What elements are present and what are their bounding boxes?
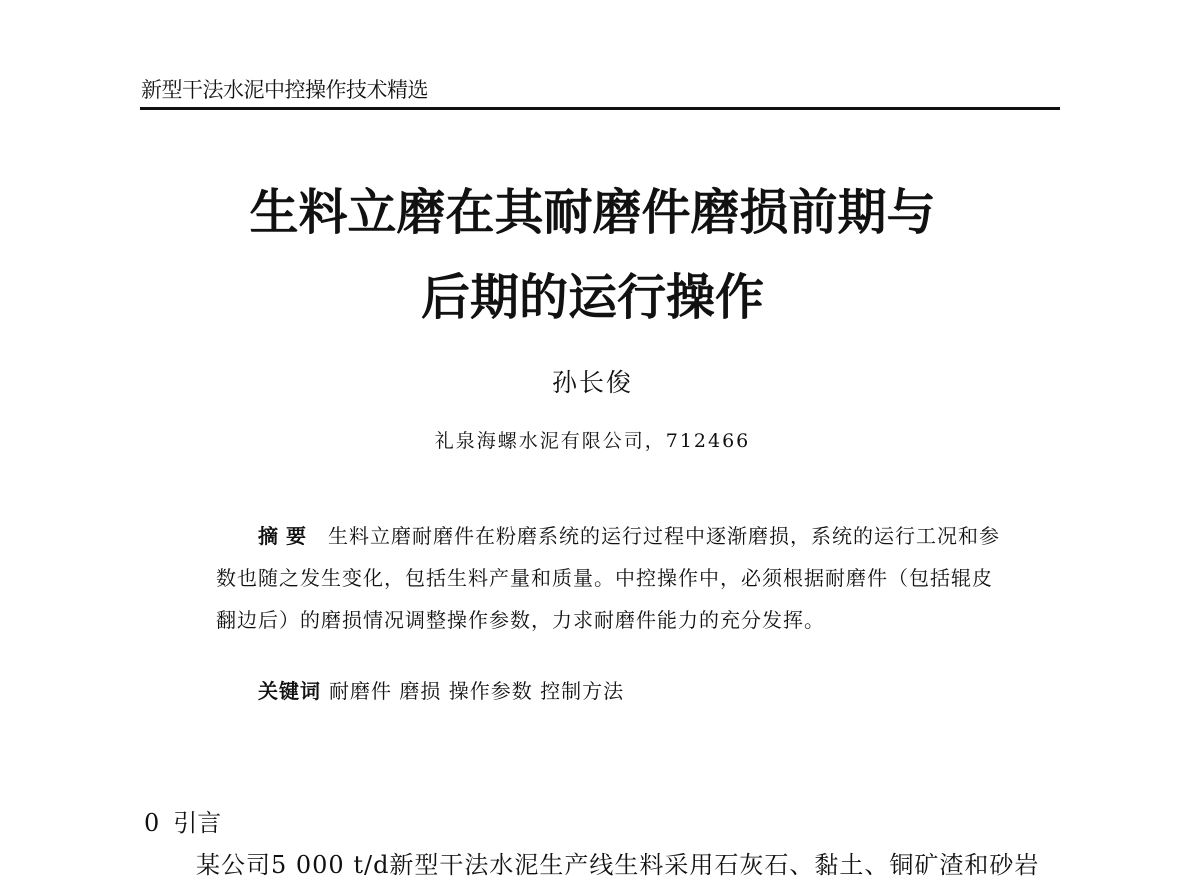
section-number: 0 — [144, 809, 160, 837]
author-affiliation: 礼泉海螺水泥有限公司，712466 — [434, 430, 751, 452]
header-rule — [140, 107, 1060, 110]
author-name: 孙长俊 — [551, 368, 633, 397]
running-header: 新型干法水泥中控操作技术精选 — [141, 78, 428, 102]
paper-title-line-2: 后期的运行操作 — [420, 269, 764, 326]
body-paragraph-first-line: 某公司5 000 t/d新型干法水泥生产线生料采用石灰石、黏土、铜矿渣和砂岩 — [196, 851, 1040, 879]
abstract-label: 摘要 — [258, 524, 314, 548]
section-heading — [144, 803, 221, 838]
abstract-text: 生料立磨耐磨件在粉磨系统的运行过程中逐渐磨损，系统的运行工况和参数也随之发生变化，包括生料产量和质量。中控操作中，必须根据耐磨件（包括辊皮翻边后）的磨损情况调整操作参数，力求耐磨件能力的充分发挥。 — [216, 524, 1000, 632]
keywords — [258, 675, 624, 704]
keywords-label: 关键词 — [258, 679, 321, 703]
paper-title-line-1: 生料立磨在其耐磨件磨损前期与 — [249, 184, 936, 241]
abstract — [216, 515, 1001, 641]
keywords-text: 耐磨件 磨损 操作参数 控制方法 — [329, 679, 625, 703]
section-title: 引言 — [173, 809, 222, 837]
